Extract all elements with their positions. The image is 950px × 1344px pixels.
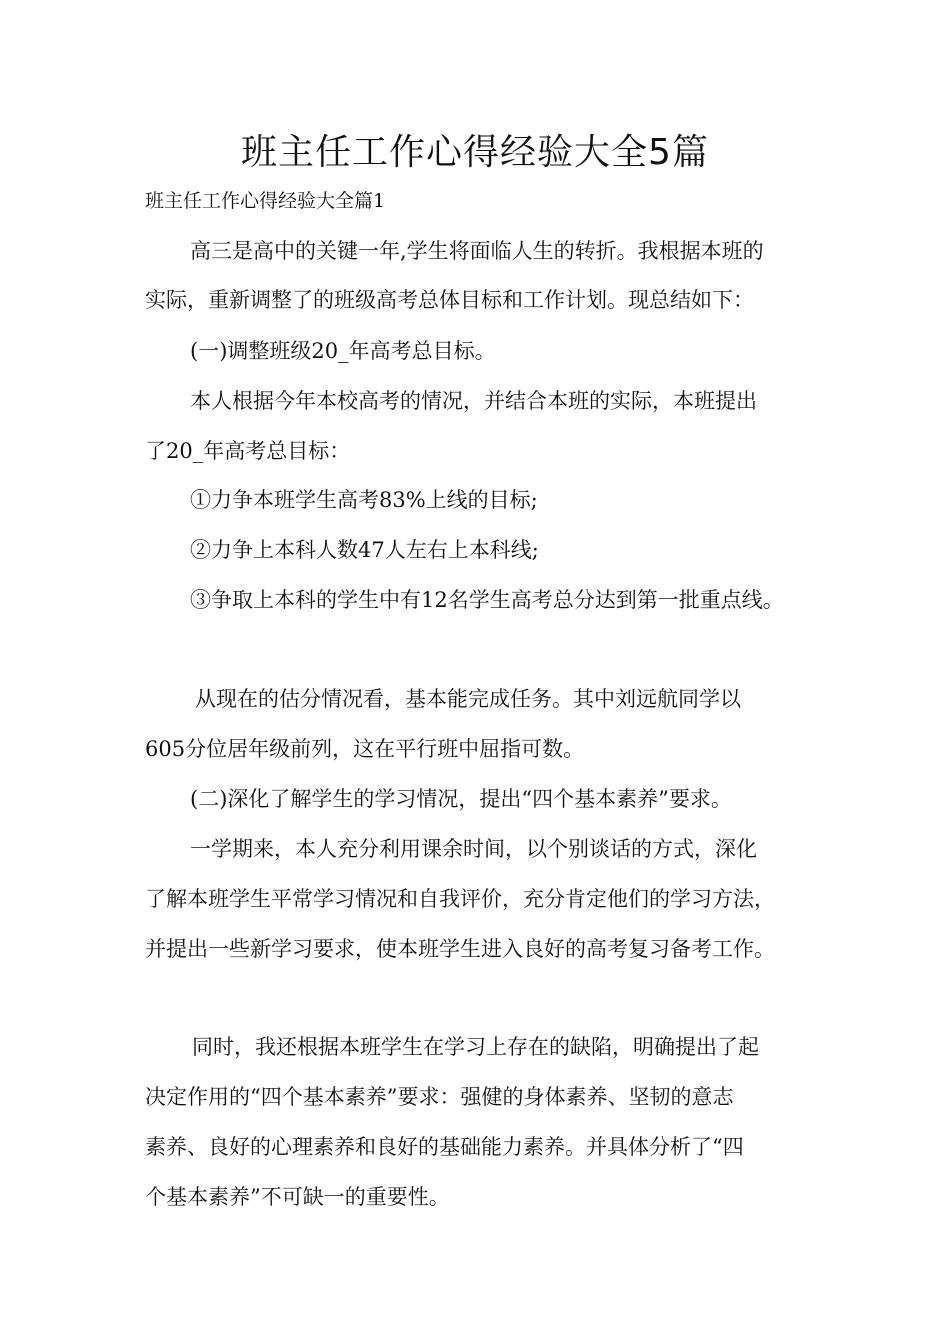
- paragraph-line: 同时，我还根据本班学生在学习上存在的缺陷，明确提出了起: [192, 1035, 759, 1059]
- paragraph-line: 素养、良好的心理素养和良好的基础能力素养。并具体分析了“四: [145, 1135, 744, 1159]
- paragraph-line: 个基本素养”不可缺一的重要性。: [145, 1185, 450, 1209]
- paragraph-line: 从现在的估分情况看，基本能完成任务。其中刘远航同学以: [195, 687, 741, 711]
- paragraph-line: 一学期来，本人充分利用课余时间，以个别谈话的方式，深化: [190, 837, 757, 861]
- paragraph-line: 本人根据今年本校高考的情况，并结合本班的实际，本班提出: [190, 389, 757, 413]
- list-item: ②力争上本科人数47人左右上本科线;: [190, 538, 539, 562]
- paragraph-line: 高三是高中的关键一年,学生将面临人生的转折。我根据本班的: [190, 239, 764, 263]
- paragraph-line: 了解本班学生平常学习情况和自我评价，充分肯定他们的学习方法，: [145, 887, 775, 911]
- section-heading: 班主任工作心得经验大全篇1: [145, 190, 386, 212]
- paragraph-line: 了20_年高考总目标：: [145, 439, 351, 463]
- list-item: ③争取上本科的学生中有12名学生高考总分达到第一批重点线。: [190, 588, 784, 612]
- paragraph-line: 605分位居年级前列，这在平行班中屈指可数。: [145, 737, 585, 761]
- paragraph-line: 并提出一些新学习要求，使本班学生进入良好的高考复习备考工作。: [145, 937, 775, 961]
- paragraph-line: (一)调整班级20_年高考总目标。: [190, 339, 496, 363]
- paragraph-line: 决定作用的“四个基本素养”要求：强健的身体素养、坚韧的意志: [145, 1085, 734, 1109]
- paragraph-line: 实际，重新调整了的班级高考总体目标和工作计划。现总结如下：: [145, 288, 754, 312]
- paragraph-line: (二)深化了解学生的学习情况，提出“四个基本素养”要求。: [190, 787, 732, 811]
- document-title: 班主任工作心得经验大全5篇: [241, 132, 709, 173]
- list-item: ①力争本班学生高考83%上线的目标;: [190, 488, 538, 512]
